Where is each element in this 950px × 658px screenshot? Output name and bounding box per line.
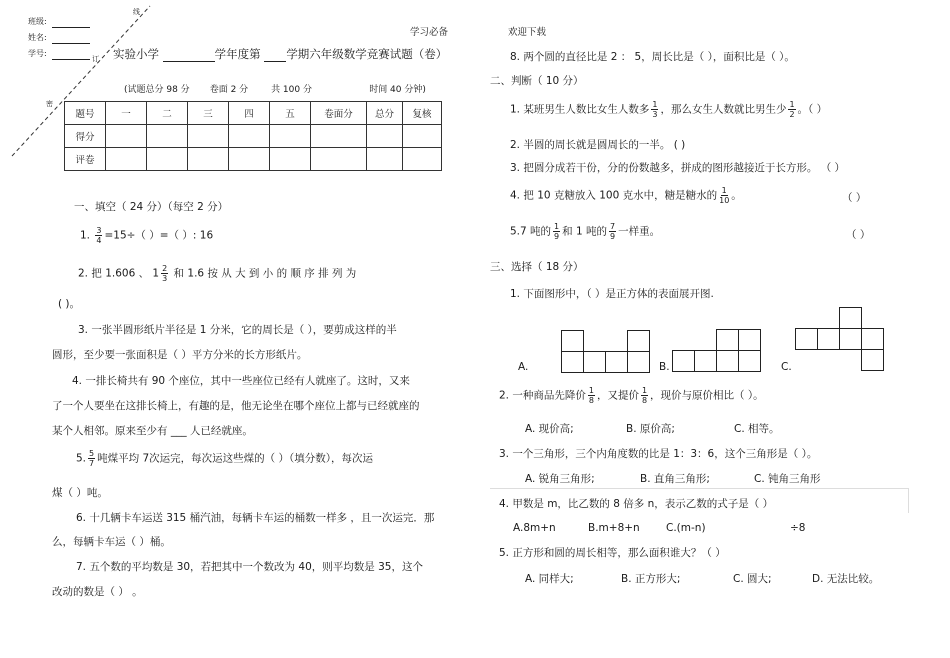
name-label: 姓名: <box>28 33 47 42</box>
grader-cell[interactable] <box>188 148 229 171</box>
header-left-label: 学习必备 <box>410 27 449 38</box>
score-cell[interactable] <box>270 125 311 148</box>
question-7-line2: 改动的数是（ ） 。 <box>52 586 143 598</box>
choice-3: 3. 一个三角形，三个内角度数的比是 1：3：6，这个三角形是（ ）。 <box>499 448 818 460</box>
student-id-field[interactable] <box>52 49 90 60</box>
score-cell[interactable] <box>106 125 147 148</box>
grader-cell[interactable] <box>270 148 311 171</box>
question-8: 8. 两个圆的直径比是 2 ： 5，周长比是（ ），面积比是（ ）。 <box>510 51 795 63</box>
judge-5-bracket: （ ） <box>846 229 871 241</box>
judge-4-bracket: （ ） <box>842 192 867 204</box>
score-cell[interactable] <box>147 125 188 148</box>
choice-5-option-d[interactable]: D. 无法比较。 <box>812 573 880 585</box>
score-row <box>65 125 442 148</box>
question-1: 1. $\frac{3}{4}$ =15÷（ ）=（ ）: 16 <box>80 226 214 245</box>
question-5-line2: 煤（ ）吨。 <box>52 487 108 499</box>
score-row-label: 得分 <box>65 125 106 148</box>
judge-4: 4. 把 10 克糖放入 100 克水中，糖是糖水的 $\frac{1}{10}$ 。 <box>510 186 742 205</box>
question-4: 4. 一排长椅共有 90 个座位，其中一些座位已经有人就座了。这时，又来 <box>72 375 410 387</box>
question-7: 7. 五个数的平均数是 30，若把其中一个数改为 40，则平均数是 35，这个 <box>76 561 423 573</box>
score-header-cell: 五 <box>270 102 311 125</box>
score-table-header-row <box>65 102 442 125</box>
score-cell[interactable] <box>367 125 403 148</box>
section2-title: 二、判断（ 10 分） <box>490 75 584 87</box>
grader-cell[interactable] <box>367 148 403 171</box>
choice-1-option-a: A. <box>518 361 529 373</box>
grader-row-label: 评卷 <box>65 148 106 171</box>
score-header-cell: 题号 <box>65 102 106 125</box>
choice-1: 1. 下面图形中，（ ）是正方体的表面展开图. <box>510 288 714 300</box>
choice-5: 5. 正方形和圆的周长相等，那么面积谁大？（ ） <box>499 547 726 559</box>
choice-4-option-c-tail: ÷8 <box>790 522 806 534</box>
score-cell[interactable] <box>403 125 442 148</box>
choice-3-option-c[interactable]: C. 钝角三角形 <box>754 473 821 485</box>
score-cell[interactable] <box>311 125 367 148</box>
judge-1: 1. 某班男生人数比女生人数多 $\frac{1}{3}$ ，那么女生人数就比男生少 $\frac{1}{2}$ 。（ ） <box>510 100 828 119</box>
question-6: 6. 十几辆卡车运送 315 桶汽油，每辆卡车运的桶数一样多 ，且一次运完．那 <box>76 512 435 524</box>
choice-4: 4. 甲数是 m，比乙数的 8 倍多 n，表示乙数的式子是（ ） <box>499 498 774 510</box>
score-header-cell: 总分 <box>367 102 403 125</box>
choice-2-option-a[interactable]: A. 现价高; <box>525 423 574 435</box>
grader-row <box>65 148 442 171</box>
class-label: 班级: <box>28 17 47 26</box>
header-right-label: 欢迎下载 <box>508 27 547 38</box>
judge-5: 5.7 吨的 $\frac{1}{9}$ 和 1 吨的 $\frac{7}{9}$ 一样重。 <box>510 222 661 241</box>
section1-title: 一、填空（ 24 分）（每空 2 分） <box>74 201 229 213</box>
grader-cell[interactable] <box>311 148 367 171</box>
choice-2-option-c[interactable]: C. 相等。 <box>734 423 780 435</box>
choice-2-option-b[interactable]: B. 原价高; <box>626 423 675 435</box>
exam-info: (试题总分 98 分 卷面 2 分 共 100 分 时间 40 分钟) <box>124 85 426 95</box>
score-header-cell: 四 <box>229 102 270 125</box>
choice-5-option-c[interactable]: C. 圆大; <box>733 573 772 585</box>
binding-mark-xian: 线 <box>133 8 140 16</box>
binding-mark-ding: 订 <box>92 55 99 63</box>
section3-title: 三、选择（ 18 分） <box>490 261 584 273</box>
grader-cell[interactable] <box>147 148 188 171</box>
choice-3-option-a[interactable]: A. 锐角三角形; <box>525 473 595 485</box>
question-4-line3: 某个人相邻。原来至少有 ___ 人已经就座。 <box>52 425 253 437</box>
score-header-cell: 一 <box>106 102 147 125</box>
choice-5-option-a[interactable]: A. 同样大; <box>525 573 574 585</box>
choice-5-option-b[interactable]: B. 正方形大; <box>621 573 681 585</box>
choice-3-option-b[interactable]: B. 直角三角形; <box>640 473 710 485</box>
class-field[interactable] <box>52 17 90 28</box>
judge-3: 3. 把圆分成若干份，分的份数越多，拼成的图形越接近于长方形。 （ ） <box>510 162 846 174</box>
choice-2: 2. 一种商品先降价 $\frac{1}{8}$ ，又提价 $\frac{1}{8}$ ，现价与原价相比（ ）。 <box>499 386 764 405</box>
choice-4-option-a[interactable]: A.8m+n <box>513 522 556 534</box>
student-id-label: 学号: <box>28 49 47 58</box>
score-cell[interactable] <box>188 125 229 148</box>
grader-cell[interactable] <box>403 148 442 171</box>
name-field[interactable] <box>52 33 90 44</box>
score-header-cell: 卷面分 <box>311 102 367 125</box>
question-3: 3. 一张半圆形纸片半径是 1 分米，它的周长是（ ），要剪成这样的半 <box>78 324 397 336</box>
choice-1-option-b: B. <box>659 361 670 373</box>
score-header-cell: 三 <box>188 102 229 125</box>
grader-cell[interactable] <box>229 148 270 171</box>
binding-mark-mi: 密 <box>46 100 53 108</box>
judge-2: 2. 半圆的周长就是圆周长的一半。 ( ) <box>510 139 686 151</box>
choice-1-option-c: C. <box>781 361 792 373</box>
score-cell[interactable] <box>229 125 270 148</box>
question-5: 5. $\frac{5}{7}$ 吨煤平均 7次运完，每次运这些煤的（ ）（填分数），每次运 <box>76 449 373 468</box>
score-table <box>64 101 442 171</box>
score-header-cell: 二 <box>147 102 188 125</box>
question-2-answer: ( )。 <box>58 298 81 310</box>
question-6-line2: 么，每辆卡车运（ ）桶。 <box>52 536 171 548</box>
exam-title: 实验小学 学年度第 学期六年级数学竞赛试题（卷） <box>113 47 448 61</box>
question-4-line2: 了一个人要坐在这排长椅上，有趣的是，他无论坐在哪个座位上都与已经就座的 <box>52 400 420 412</box>
choice-4-option-b[interactable]: B.m+8+n <box>588 522 640 534</box>
grader-cell[interactable] <box>106 148 147 171</box>
question-3-line2: 圆形，至少要一张面积是（ ）平方分米的长方形纸片。 <box>52 349 308 361</box>
question-2: 2. 把 1.606 、 1 $\frac{2}{3}$ 和 1.6 按 从 大 到 小 的 顺 序 排 列 为 <box>78 264 357 283</box>
choice-4-option-c[interactable]: C.(m-n) <box>666 522 706 534</box>
score-header-cell: 复核 <box>403 102 442 125</box>
